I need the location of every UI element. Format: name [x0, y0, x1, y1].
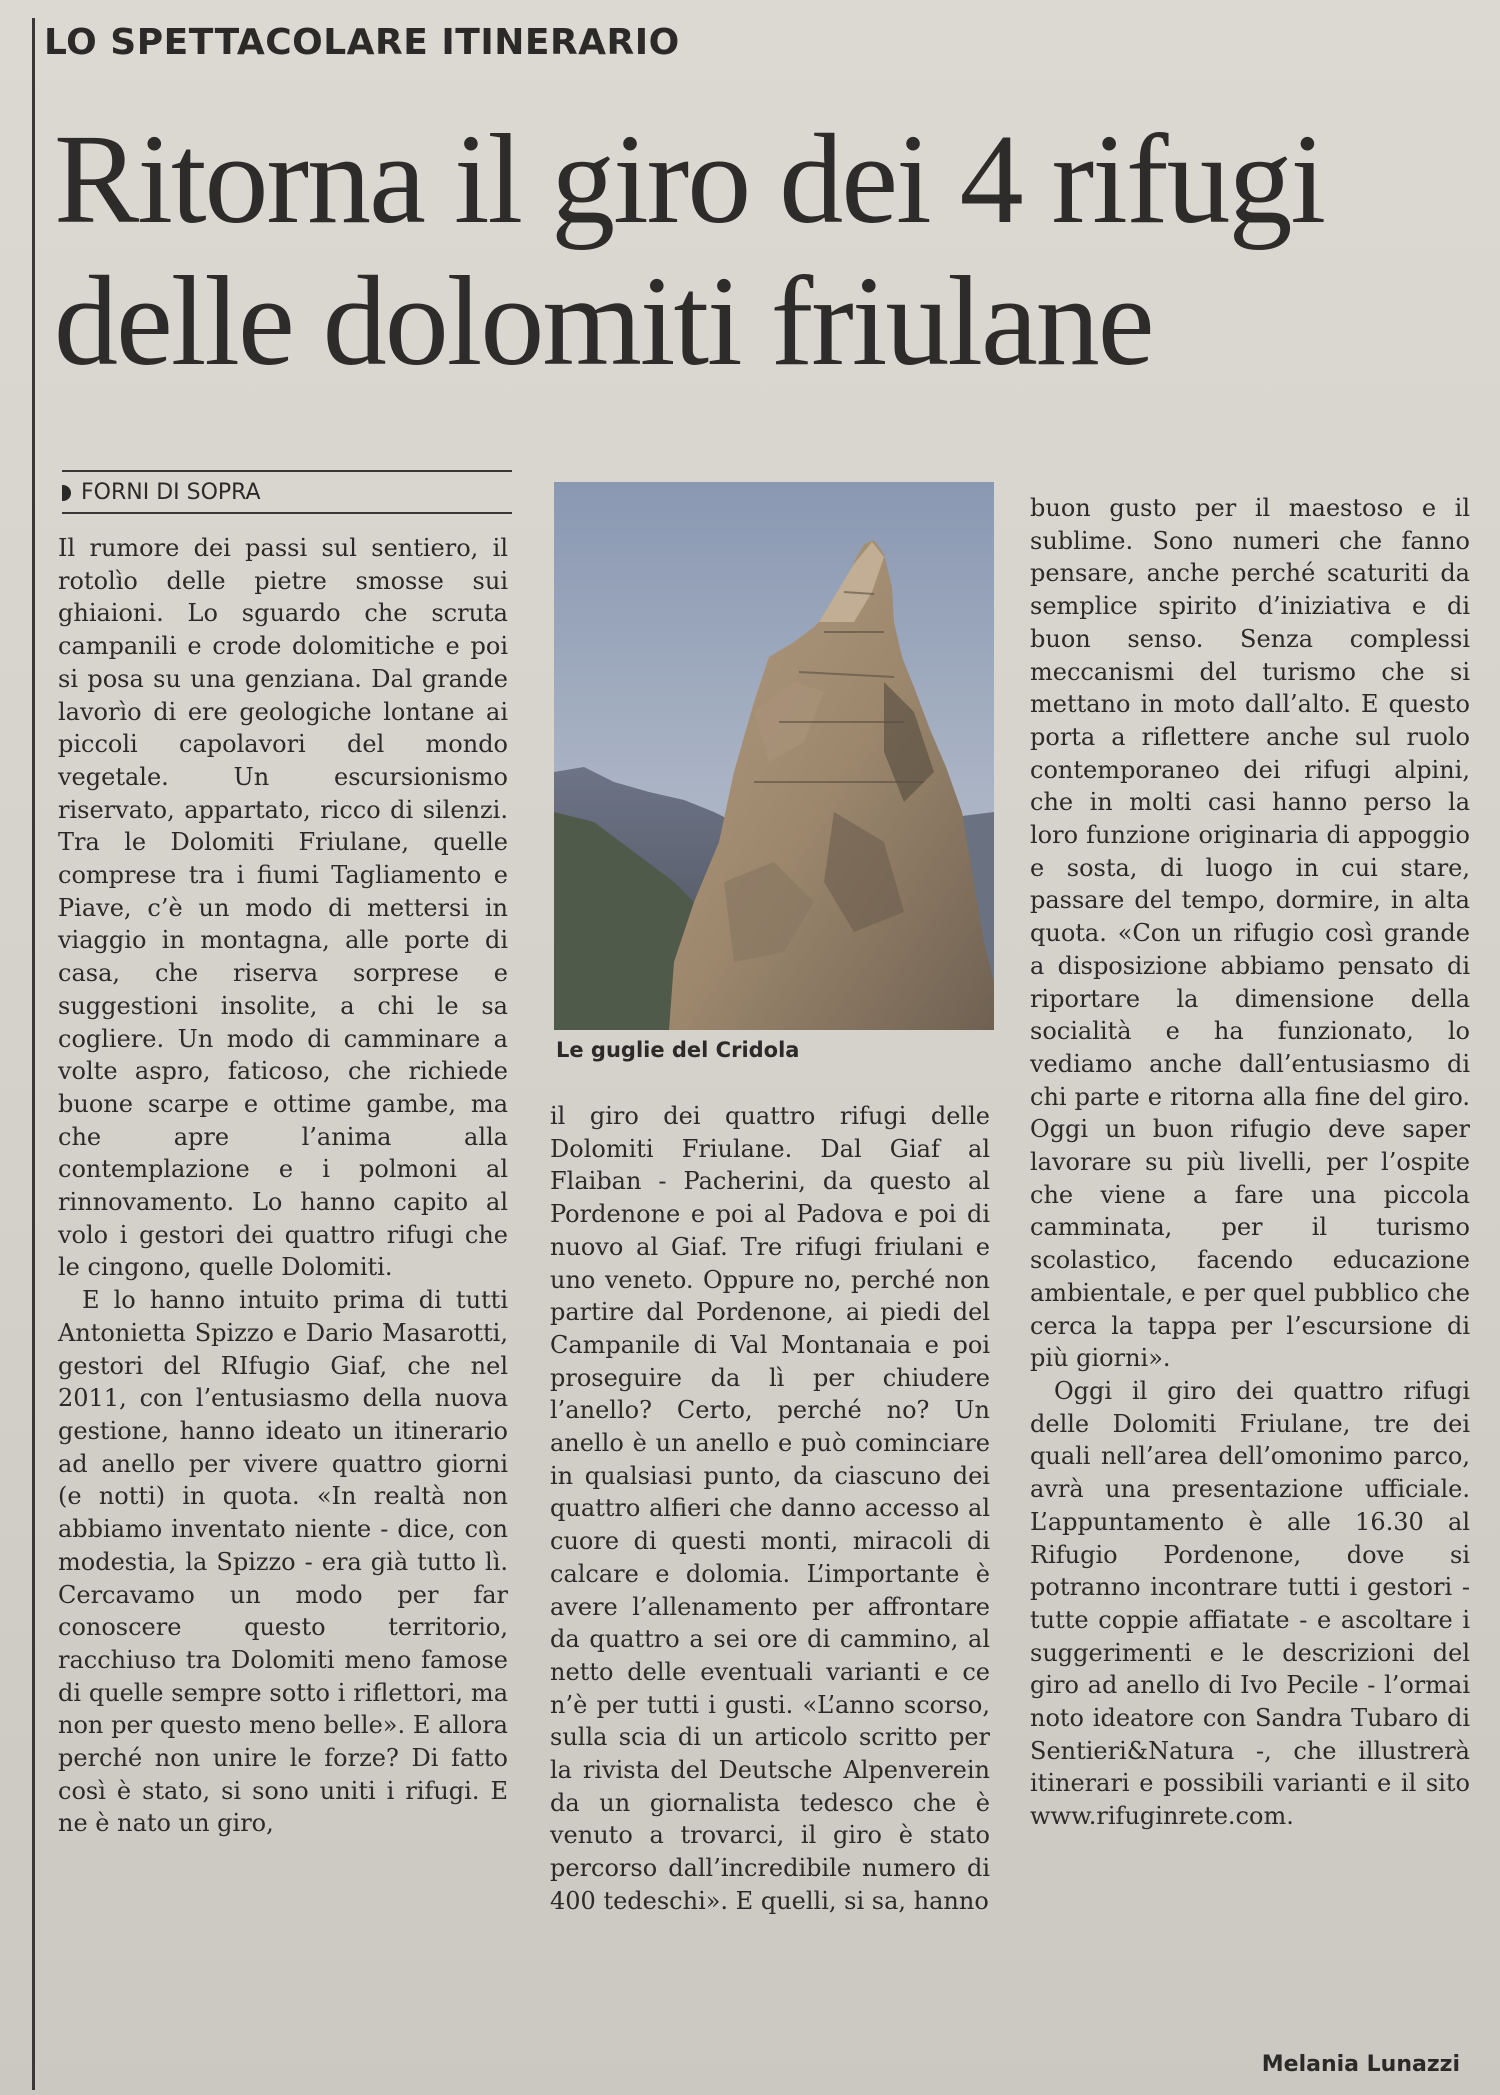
dateline-marker-icon: [62, 485, 71, 501]
paragraph: E lo hanno intuito prima di tutti Antonietta Spizzo e Dario Masarotti, gestori del RIfugio Giaf, che nel 2011, con l’entusiasmo della nuova gestione, hanno ideato un itinerario ad anello per vivere quattro giorni (e notti) in quota. «In realtà non abbiamo inventato niente - dice, con modestia, la Spizzo - era già tutto lì. Cercavamo un modo per far conoscere questo territorio, racchiuso tra Dolomiti meno famose di quelle sempre sotto i riflettori, ma non per questo meno belle». E allora perché non unire le forze? Di fatto così è stato, si sono uniti i rifugi. E ne è nato un giro,: [58, 1286, 508, 1838]
mountain-spire-photo: [554, 482, 994, 1030]
text-column-2: [550, 1100, 990, 1918]
byline: Melania Lunazzi: [1261, 2052, 1460, 2077]
text-column-3: [1030, 492, 1470, 1833]
headline: [54, 108, 1454, 392]
dateline-text: FORNI DI SOPRA: [81, 480, 261, 505]
kicker: LO SPETTACOLARE ITINERARIO: [44, 22, 680, 63]
headline-line-1: Ritorna il giro dei 4 rifugi: [54, 108, 1324, 250]
paragraph: Oggi il giro dei quattro rifugi delle Dolomiti Friulane, tre dei quali nell’area dell’omonimo parco, avrà una presentazione ufficiale. L’appuntamento è alle 16.30 al Rifugio Pordenone, dove si potranno incontrare tutti i gestori - tutte coppie affiatate - e ascoltare i suggerimenti e le descrizioni del giro ad anello di Ivo Pecile - l’ormai noto ideatore con Sandra Tubaro di Sentieri&Natura -, che illustrerà itinerari e possibili varianti e il sito www.rifuginrete.com.: [1030, 1376, 1470, 1831]
column-rule: [32, 18, 35, 2090]
paragraph: il giro dei quattro rifugi delle Dolomiti Friulane. Dal Giaf al Flaiban - Pacherini, da questo al Pordenone e poi al Padova e poi di nuovo al Giaf. Tre rifugi friulani e uno veneto. Oppure no, perché non partire dal Pordenone, ai piedi del Campanile di Val Montanaia e poi proseguire da lì per chiudere l’anello? Certo, perché no? Un anello è un anello e può cominciare in qualsiasi punto, da ciascuno dei quattro alfieri che danno accesso al cuore di questi monti, miracoli di calcare e dolomia. L’importante è avere l’allenamento per affrontare da quattro a sei ore di cammino, al netto delle eventuali varianti e ce n’è per tutti i gusti. «L’anno scorso, sulla scia di un articolo scritto per la rivista del Deutsche Alpenverein da un giornalista tedesco che è venuto a trovarci, il giro è stato percorso dall’incredibile numero di 400 tedeschi». E quelli, si sa, hanno: [550, 1102, 990, 1915]
dateline: [62, 470, 512, 514]
paragraph: Il rumore dei passi sul sentiero, il rotolìo delle pietre smosse sui ghiaioni. Lo sguardo che scruta campanili e crode dolomitiche e poi si posa su una genziana. Dal grande lavorìo di ere geologiche lontane ai piccoli capolavori del mondo vegetale. Un escursionismo riservato, appartato, ricco di silenzi. Tra le Dolomiti Friulane, quelle comprese tra i fiumi Tagliamento e Piave, c’è un modo di mettersi in viaggio in montagna, alle porte di casa, che riserva sorprese e suggestioni insolite, a chi le sa cogliere. Un modo di camminare a volte aspro, faticoso, che richiede buone scarpe e ottime gambe, ma che apre l’anima alla contemplazione e i polmoni al rinnovamento. Lo hanno capito al volo i gestori dei quattro rifugi che le cingono, quelle Dolomiti.: [58, 534, 508, 1282]
paragraph: buon gusto per il maestoso e il sublime. Sono numeri che fanno pensare, anche perché scaturiti da semplice spirito d’iniziativa e di buon senso. Senza complessi meccanismi del turismo che si mettano in moto dall’alto. E questo porta a riflettere anche sul ruolo contemporaneo dei rifugi alpini, che in molti casi hanno perso la loro funzione originaria di appoggio e sosta, di luogo in cui stare, passare del tempo, dormire, in alta quota. «Con un rifugio così grande a disposizione abbiamo pensato di riportare la dimensione della socialità e ha funzionato, lo vediamo anche dall’entusiasmo di chi parte e ritorna alla fine del giro. Oggi un buon rifugio deve saper lavorare su più livelli, per l’ospite che viene a fare una piccola camminata, per il turismo scolastico, facendo educazione ambientale, e per quel pubblico che cerca la tappa per l’escursione di più giorni».: [1030, 494, 1470, 1373]
text-column-1: [58, 532, 508, 1840]
photo-caption: Le guglie del Cridola: [556, 1038, 800, 1062]
headline-line-2: delle dolomiti friulane: [54, 250, 1153, 392]
